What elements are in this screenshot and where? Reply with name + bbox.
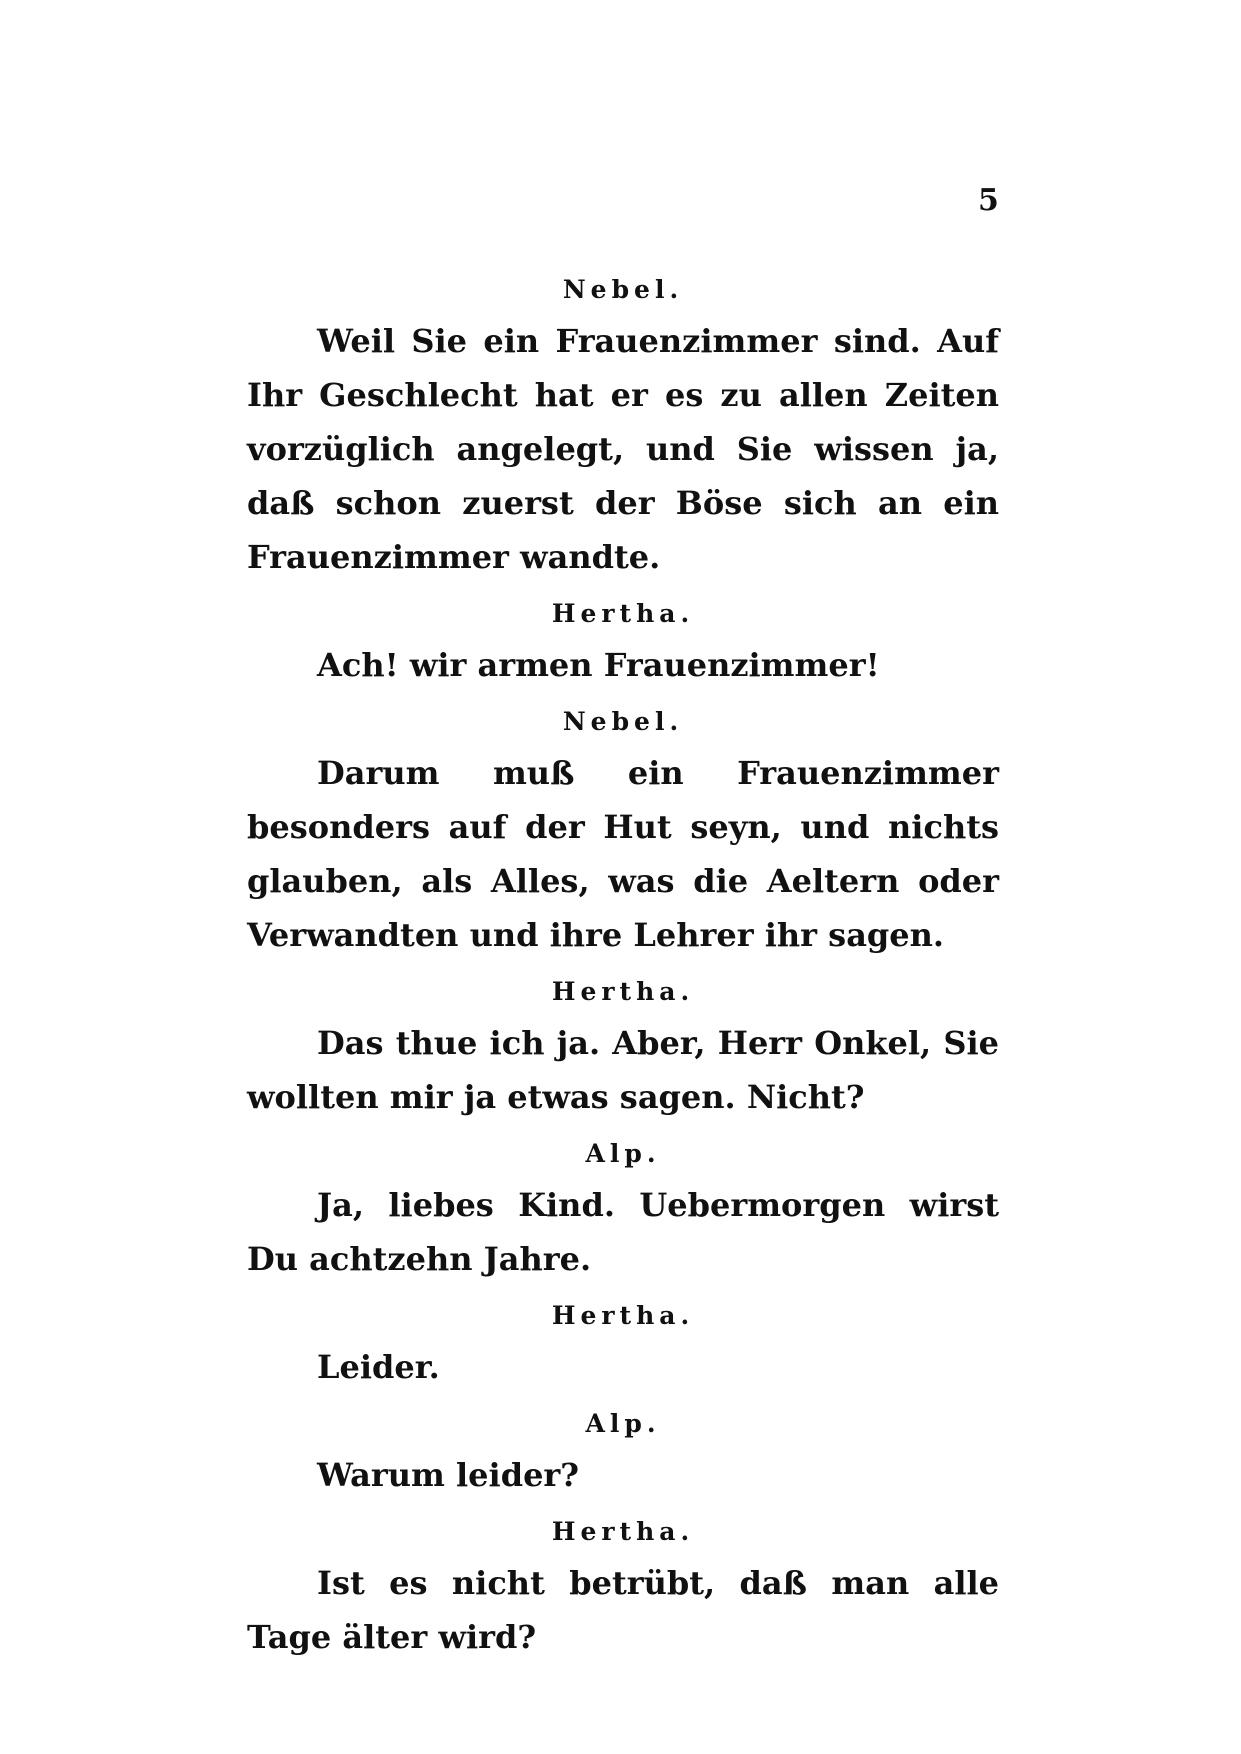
speech-paragraph: Weil Sie ein Frauenzimmer sind. Auf Ihr Geschlecht hat er es zu allen Zeiten vorzüglich angelegt, und Sie wissen ja, daß schon zuerst der Böse sich an ein Frauenzimmer wandte.	[247, 322, 999, 576]
speech-paragraph: Darum muß ein Frauenzimmer besonders auf der Hut seyn, und nichts glauben, als Alles, was die Aeltern oder Verwandten und ihre Lehrer ihr sagen.	[247, 754, 999, 954]
speaker-name: Nebel.	[562, 275, 684, 304]
speaker-name: Hertha.	[551, 1517, 695, 1546]
speech-paragraph: Ja, liebes Kind. Uebermorgen wirst Du achtzehn Jahre.	[247, 1186, 999, 1278]
speaker-name: Alp.	[585, 1409, 661, 1438]
dialogue-text	[247, 260, 999, 1664]
speech-paragraph: Ach! wir armen Frauenzimmer!	[317, 646, 880, 684]
speaker-name: Hertha.	[551, 1301, 695, 1330]
speech-paragraph: Leider.	[317, 1348, 440, 1386]
speech-paragraph: Das thue ich ja. Aber, Herr Onkel, Sie wollten mir ja etwas sagen. Nicht?	[247, 1024, 999, 1116]
speaker-name: Hertha.	[551, 977, 695, 1006]
speech-paragraph: Ist es nicht betrübt, daß man alle Tage älter wird?	[247, 1564, 999, 1656]
speech-paragraph: Warum leider?	[317, 1456, 580, 1494]
speaker-name: Nebel.	[562, 707, 684, 736]
page-number: 5	[978, 183, 999, 218]
speaker-name: Alp.	[585, 1139, 661, 1168]
speaker-name: Hertha.	[551, 599, 695, 628]
